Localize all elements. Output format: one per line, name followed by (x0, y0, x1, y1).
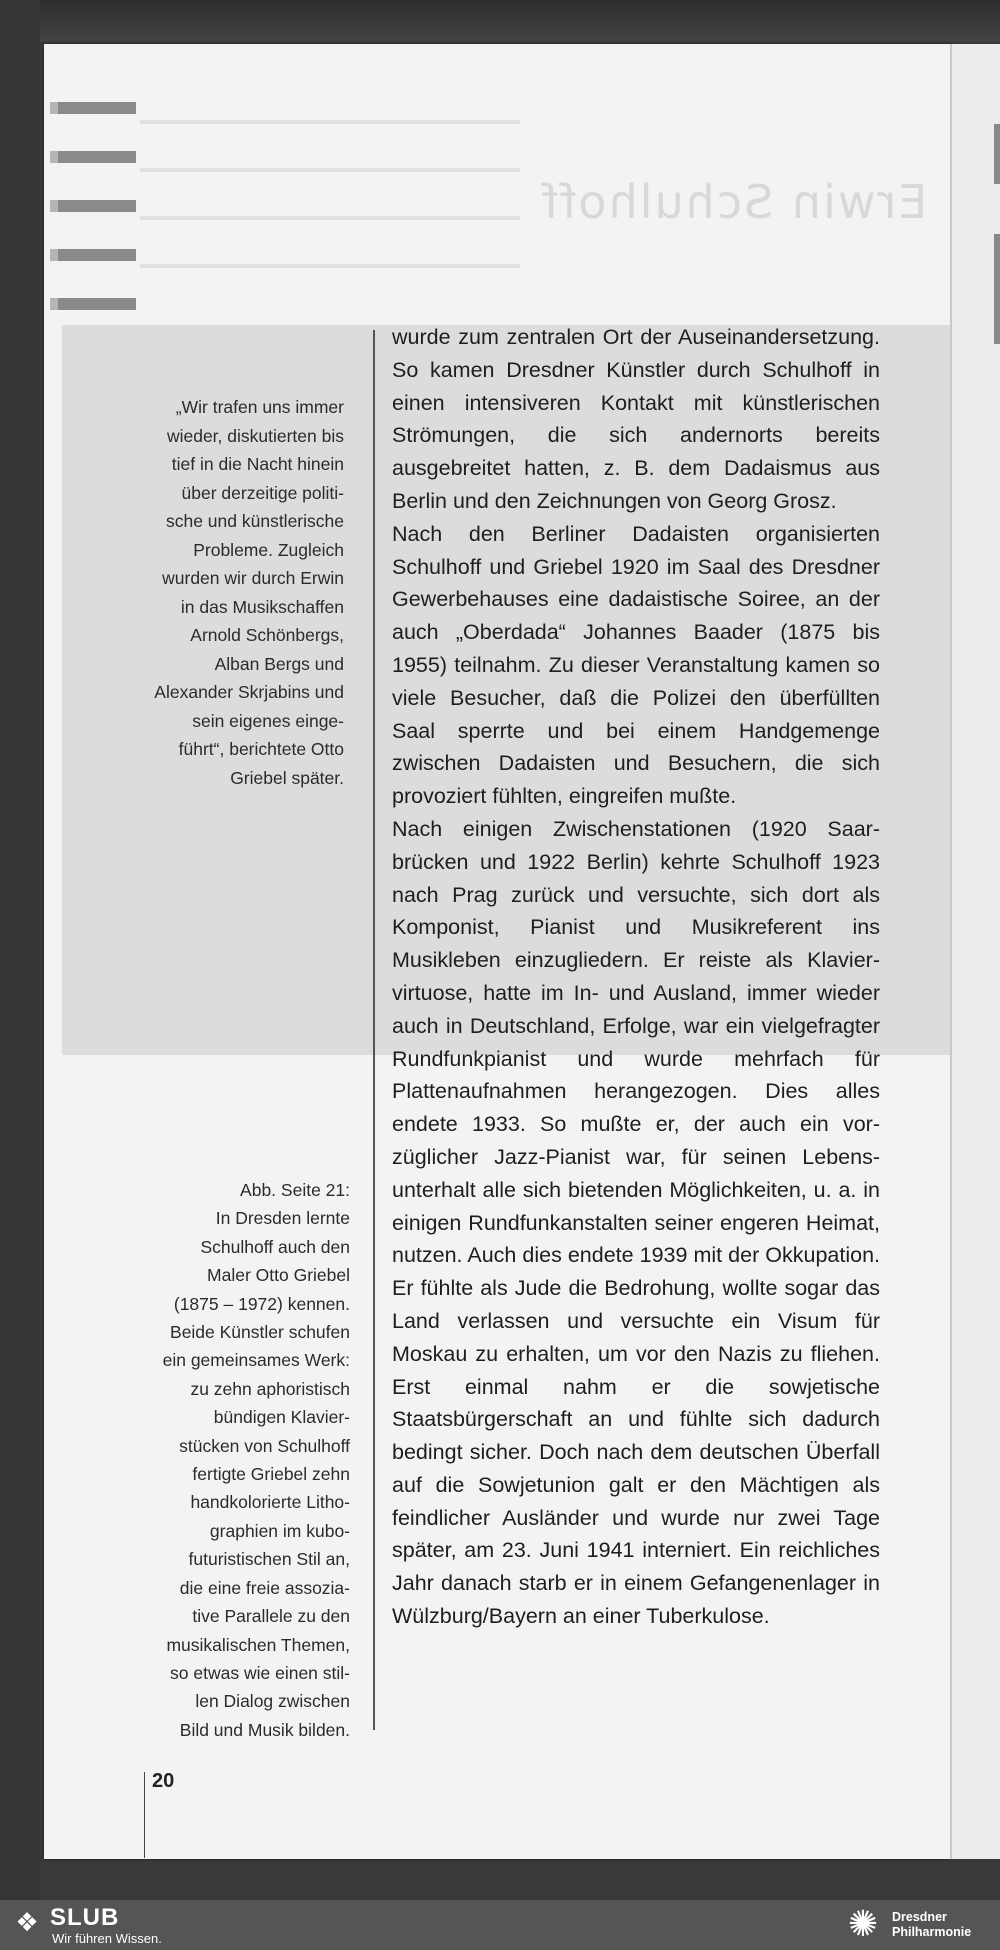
next-page-speck (994, 234, 1000, 344)
sidebar-quote (120, 393, 344, 792)
caption-line: graphien im kubo- (209, 1520, 350, 1541)
slub-logo-icon[interactable]: ❖ (15, 1908, 39, 1938)
caption-line: zu zehn aphoristisch (190, 1378, 350, 1399)
caption-line: tive Parallele zu den (192, 1606, 350, 1627)
caption-line: Maler Otto Griebel (207, 1265, 350, 1286)
image-caption (120, 1176, 350, 1744)
quote-line: wieder, diskutierten bis (166, 425, 344, 446)
caption-line: bündigen Klavier- (213, 1407, 350, 1428)
next-page-edge (950, 44, 1000, 1859)
caption-line: Bild und Musik bilden. (179, 1719, 350, 1740)
caption-line: Schulhoff auch den (200, 1236, 350, 1257)
stripe (50, 102, 136, 114)
quote-line: sche und künstlerische (165, 511, 344, 531)
philharmonie-logo-icon[interactable]: ✺ (847, 1904, 879, 1945)
quote-line: wurden wir durch Erwin (162, 568, 344, 588)
quote-line: Arnold Schönbergs, (190, 625, 344, 645)
main-text-column (392, 321, 880, 1633)
caption-line: handkolorierte Litho- (190, 1492, 350, 1513)
body-paragraph: Nach einigen Zwischenstationen (1920 Saarbrücken und 1922 Berlin) kehrte Schulhoff 1923 nach Prag zurück und versuchte, sich dort als Komponist, Pianist und Musikreferent ins Musikleben einzugliedern. Er reiste als Klaviervirtuose, hatte im In- und Ausland, immer wieder auch in Deutschland, Erfolge, war ein vielgefragter Rundfunkpianist und wurde mehrfach für Plattenaufnahmen herangezogen. Dies alles endete 1933. So mußte er, der auch ein vorzüglicher Jazz-Pianist war, für seinen Lebensunterhalt alle sich bietenden Möglichkeiten, u. a. in einigen Rundfunkanstalten seiner engeren Heimat, nutzen. Auch dies endete 1939 mit der Okkupation. Er fühlte als Jude die Bedrohung, wollte sogar das Land verlassen und versuchte ein Visum für Moskau zu erhalten, um vor den Nazis zu fliehen. Erst einmal nahm er die sowjetische Staatsbürgerschaft an und fühlte sich dadurch bedingt sicher. Doch nach dem deutschen Überfall auf die Sowjetunion galt er den Mächtigen als feindlicher Ausländer und wurde nur zwei Tage später, am 23. Juni 1941 interniert. Ein reichliches Jahr danach starb er in einem Gefangenenlager in Wülzburg/Bayern an einer Tuberkulose. (392, 816, 880, 1629)
quote-line: führt“, berichtete Otto (178, 739, 344, 759)
decorative-stripes (50, 102, 136, 347)
bleed-through-title: Erwin Schulhoff (540, 175, 928, 229)
quote-line: sein eigenes einge- (192, 710, 344, 731)
body-paragraph: wurde zum zentralen Ort der Auseinandersetzung. So kamen Dresdner Künstler durch Schulhoff in einen intensiveren Kontakt mit künstlerischen Strömungen, die sich andernorts bereits ausgebreitet hatten, z. B. dem Dadaismus aus Berlin und den Zeichnungen von Georg Grosz. (392, 325, 880, 513)
quote-line: „Wir trafen uns immer (175, 397, 344, 417)
slub-tagline: Wir führen Wissen. (52, 1931, 162, 1946)
caption-line: die eine freie assozia- (179, 1577, 350, 1598)
caption-line: len Dialog zwischen (195, 1691, 350, 1712)
scan-background-top (0, 0, 1000, 42)
caption-line: so etwas wie einen stil- (170, 1662, 350, 1683)
body-paragraph: Nach den Berliner Dadaisten organisierten Schulhoff und Griebel 1920 im Saal des Dresdner Gewerbehauses eine dadaistische Soiree, an der auch „Oberdada“ Johannes Baader (1875 bis 1955) teilnahm. Zu dieser Veranstaltung kamen so viele Besucher, daß die Polizei den überfüllten Saal sperrte und bei einem Handgemenge zwischen Dadaisten und Besuchern, die sich provoziert fühlten, eingreifen mußte. (392, 521, 880, 809)
next-page-speck (994, 124, 1000, 184)
stripe (50, 249, 136, 261)
bleed-through-lines (140, 120, 520, 312)
slub-name[interactable]: SLUB (50, 1904, 120, 1931)
quote-line: in das Musikschaffen (180, 596, 344, 617)
quote-line: über derzeitige politi- (181, 482, 344, 503)
caption-line: musikalischen Themen, (166, 1634, 350, 1655)
bleed-through-line (140, 264, 520, 268)
column-divider (373, 330, 375, 1730)
stripe (50, 298, 136, 310)
quote-line: tief in die Nacht hinein (171, 454, 344, 474)
quote-line: Probleme. Zugleich (193, 539, 344, 560)
caption-line: ein gemeinsames Werk: (162, 1350, 350, 1371)
caption-line: futuristischen Stil an, (188, 1549, 350, 1570)
caption-line: In Dresden lernte (215, 1208, 350, 1229)
page-number-rule (144, 1772, 145, 1858)
quote-line: Alban Bergs und (214, 653, 344, 674)
caption-line: Beide Künstler schufen (170, 1322, 350, 1343)
scan-background-left (0, 0, 40, 1900)
caption-line: stücken von Schulhoff (179, 1435, 350, 1456)
caption-line: fertigte Griebel zehn (192, 1464, 350, 1485)
quote-line: Alexander Skrjabins und (154, 682, 344, 702)
bleed-through-line (140, 168, 520, 172)
caption-line: (1875 – 1972) kennen. (173, 1293, 350, 1314)
page-number: 20 (152, 1770, 175, 1792)
stripe (50, 200, 136, 212)
caption-line: Abb. Seite 21: (240, 1180, 350, 1200)
philharmonie-name-line: Dresdner (892, 1910, 947, 1924)
philharmonie-name[interactable] (892, 1910, 992, 1940)
bleed-through-line (140, 216, 520, 220)
viewer-footer-bar (0, 1900, 1000, 1950)
philharmonie-name-line: Philharmonie (892, 1925, 972, 1939)
bleed-through-line (140, 120, 520, 124)
stripe (50, 151, 136, 163)
quote-line: Griebel später. (230, 767, 344, 788)
